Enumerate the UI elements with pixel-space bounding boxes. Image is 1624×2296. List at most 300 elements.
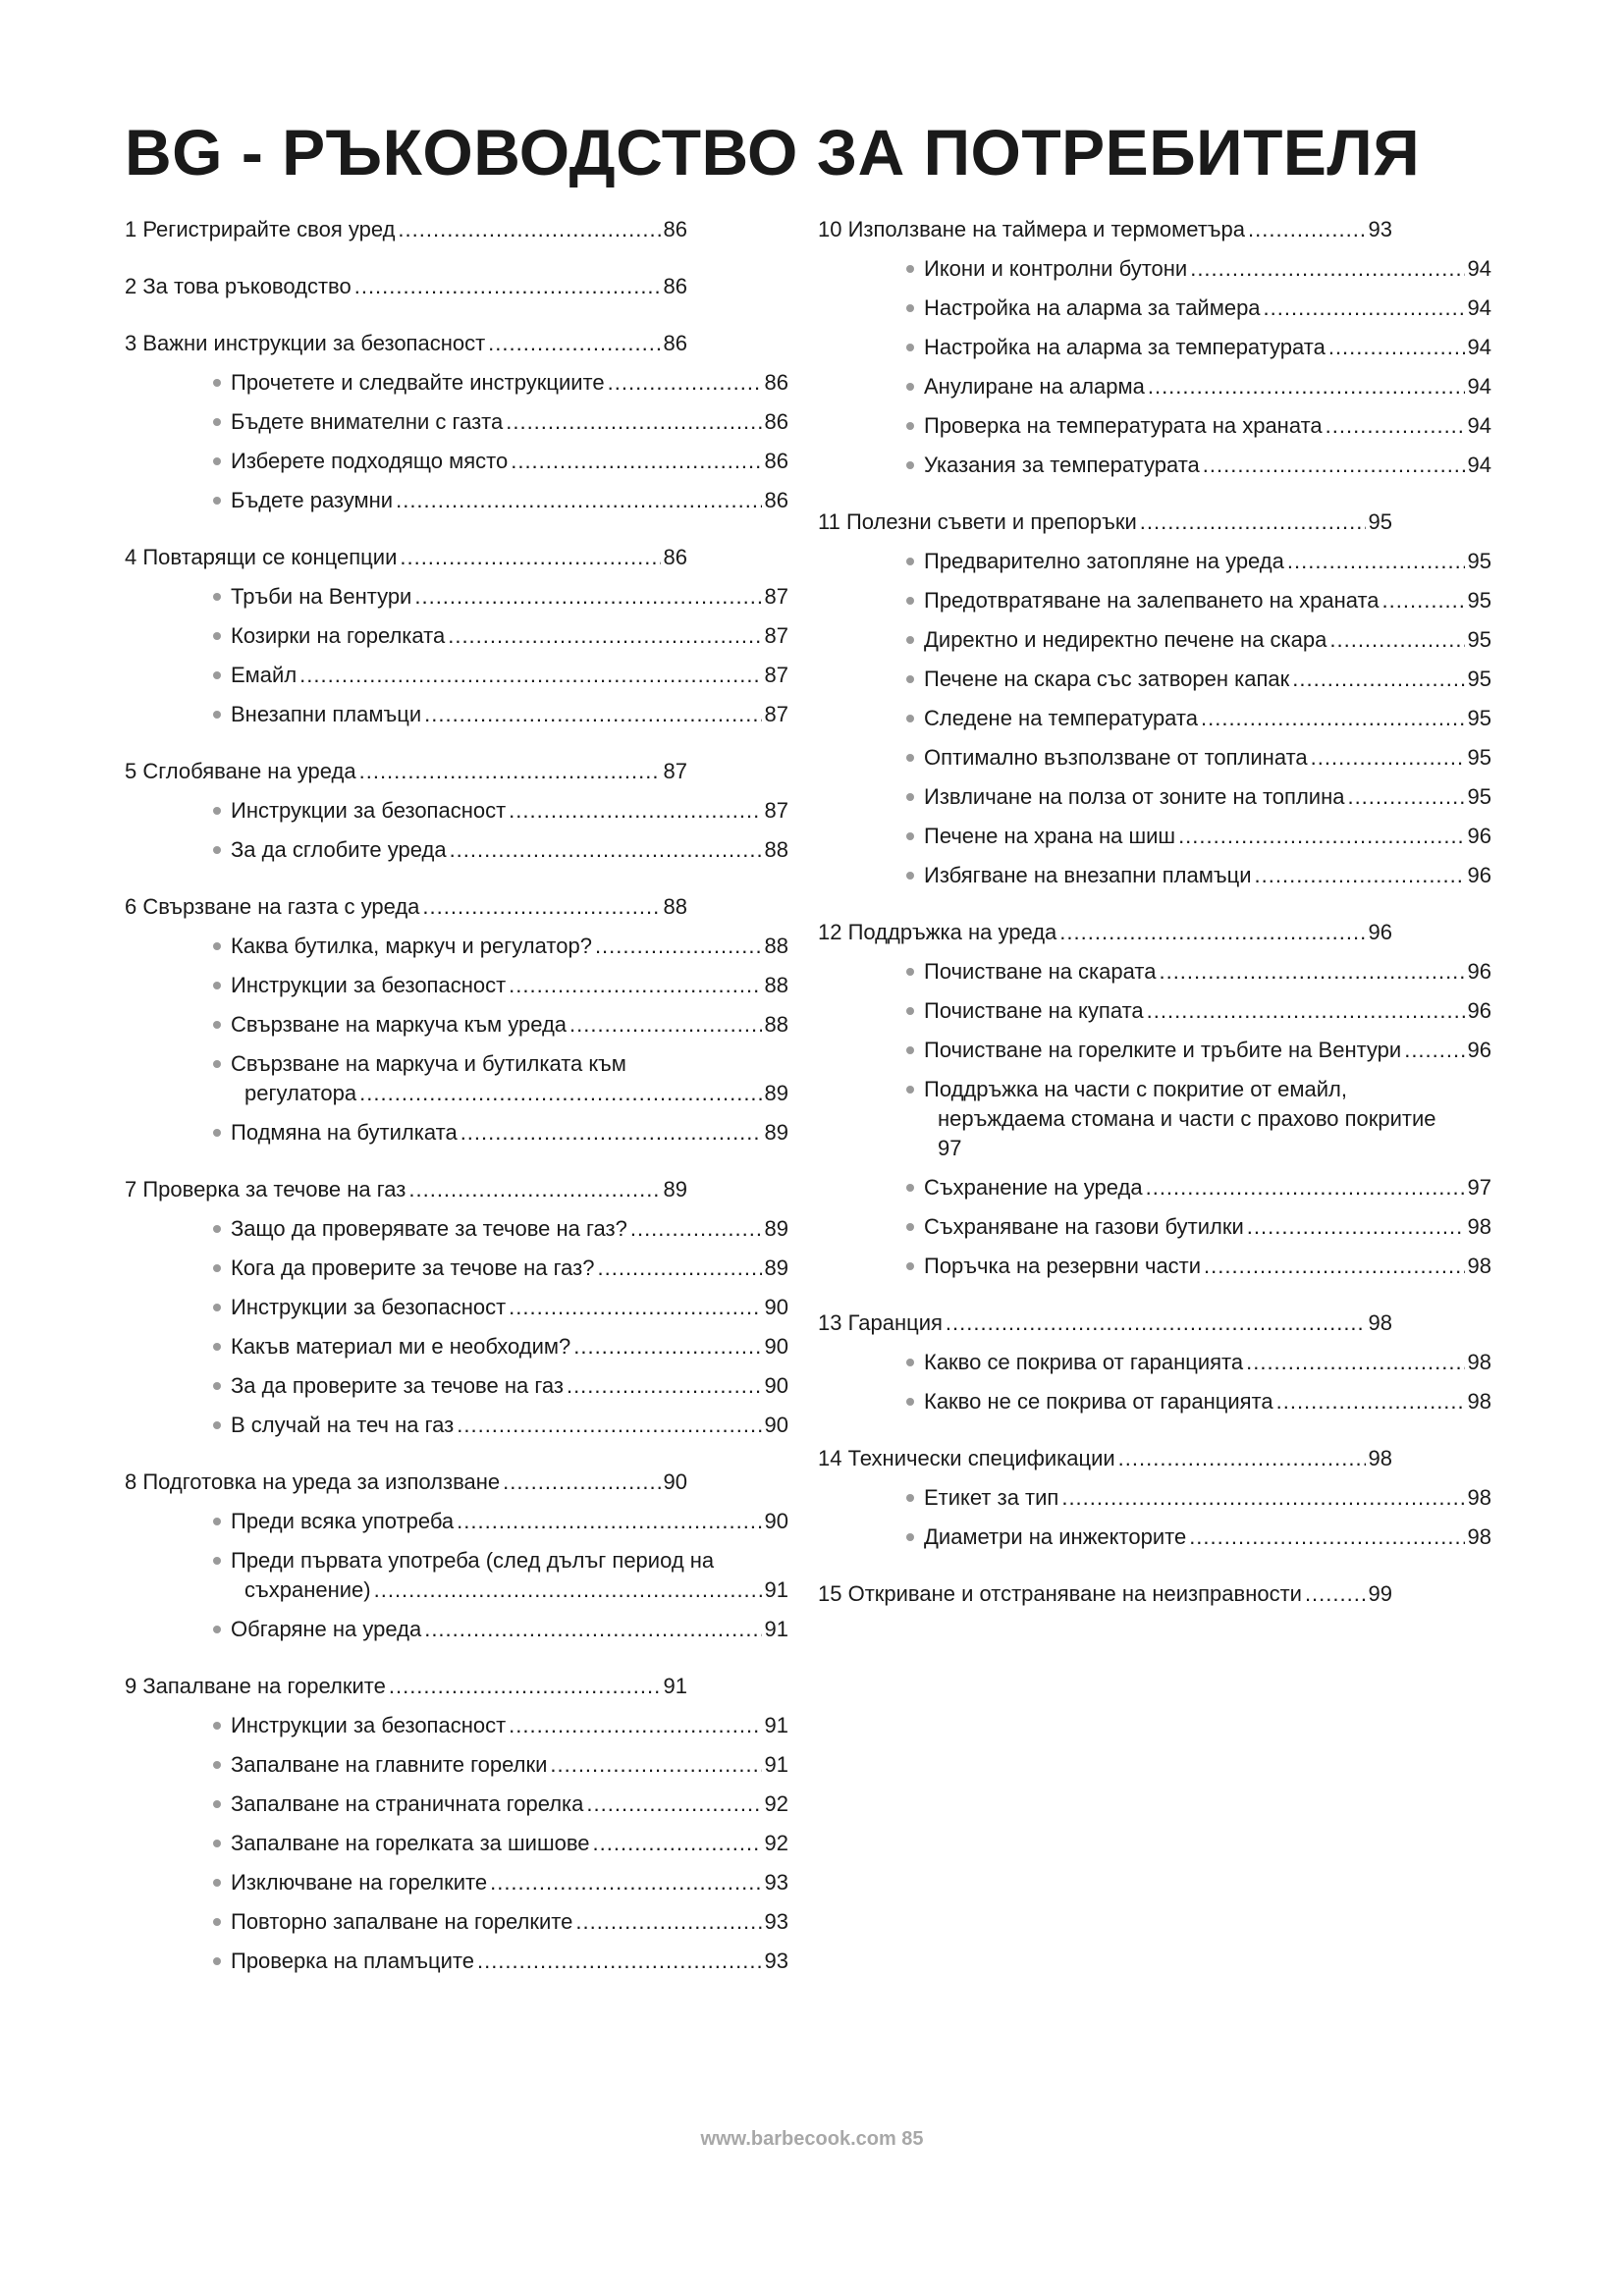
bullet-icon [213,1304,221,1311]
toc-subsection-item[interactable] [818,699,1495,738]
toc-subsection-line[interactable] [231,577,788,616]
toc-section-title[interactable] [125,538,687,577]
bullet-icon [906,558,914,565]
dot-leader [946,1304,1366,1343]
entry-first-row [924,1075,1491,1104]
toc-subsection-item[interactable] [125,616,792,656]
dot-leader [598,1249,762,1288]
page-title: BG - РЪКОВОДСТВО ЗА ПОТРЕБИТЕЛЯ [125,116,1421,188]
toc-subsection-item[interactable] [818,328,1495,367]
toc-subsection-line[interactable] [231,363,788,402]
entry-text: Предотвратяване на залепването на храната [924,588,1380,613]
toc-subsection-item[interactable] [818,1518,1495,1557]
entry-text: Запалване на страничната горелка [231,1791,584,1816]
toc-subsection-item[interactable] [818,660,1495,699]
toc-subsection-line[interactable] [231,1942,788,1981]
toc-subsection-line[interactable] [924,1031,1491,1070]
entry-text: 13 Гаранция [818,1310,943,1335]
toc-subsection-line[interactable] [231,1785,788,1824]
toc-subsection-line[interactable] [231,1610,788,1649]
toc-subsection-line[interactable] [924,1168,1491,1207]
page-number: 95 [1467,549,1491,573]
toc-subsection-item[interactable] [818,856,1495,895]
toc-subsection-line[interactable] [924,1518,1491,1557]
entry-text: Проверка на пламъците [231,1949,474,1973]
toc-subsection-list [125,927,792,1152]
toc-subsection-item[interactable] [125,1902,792,1942]
entry-text: Почистване на горелките и тръбите на Вентури [924,1038,1402,1062]
dot-leader [1159,952,1464,991]
toc-subsection-line[interactable] [231,402,788,442]
toc-subsection-item[interactable] [125,1942,792,1981]
toc-subsection-item[interactable] [125,481,792,520]
dot-leader [396,481,761,520]
bullet-icon [906,1262,914,1270]
entry-text: Оптимално възползване от топлината [924,745,1308,770]
toc-subsection-line[interactable] [231,695,788,734]
toc-subsection-item[interactable] [125,1706,792,1745]
toc-subsection-list [818,249,1495,485]
dot-leader [1276,1382,1465,1421]
dot-leader [414,577,761,616]
toc-subsection-item[interactable] [125,442,792,481]
toc-subsection-list [125,791,792,870]
bullet-icon [213,1761,221,1769]
dot-leader [586,1785,761,1824]
page-number: 86 [764,370,788,395]
dot-leader [1287,542,1465,581]
bullet-icon [906,968,914,976]
page-number: 90 [764,1295,788,1319]
entry-text: Обгаряне на уреда [231,1617,422,1641]
toc-section-title[interactable] [818,503,1392,542]
dot-leader [1328,328,1465,367]
toc-subsection-item[interactable] [818,289,1495,328]
entry-text: 5 Сглобяване на уреда [125,759,356,783]
entry-text: Внезапни пламъци [231,702,422,726]
bullet-icon [213,1225,221,1233]
toc-section [818,1575,1495,1614]
entry-text: Инструкции за безопасност [231,1295,507,1319]
toc-subsection-line[interactable] [231,1327,788,1366]
dot-leader [1061,1478,1464,1518]
page-number: 96 [1467,998,1491,1023]
page-number: 88 [764,934,788,958]
toc-subsection-line[interactable] [231,481,788,520]
bullet-icon [906,1184,914,1192]
toc-left-column [125,210,792,1999]
toc-section-title[interactable] [125,210,687,249]
page-number: 90 [663,1469,687,1494]
toc-subsection-item[interactable] [818,581,1495,620]
dot-leader [359,1079,761,1108]
toc-subsection-line[interactable] [924,777,1491,817]
toc-subsection-line[interactable] [924,620,1491,660]
toc-section-title[interactable] [818,1575,1392,1614]
toc-subsection-item[interactable] [818,1168,1495,1207]
toc-subsection-line[interactable] [231,1824,788,1863]
toc-subsection-item[interactable] [125,830,792,870]
dot-leader [374,1575,762,1605]
entry-text: Инструкции за безопасност [231,973,507,997]
toc-subsection-list [818,1343,1495,1421]
bullet-icon [213,632,221,640]
toc-section-title[interactable] [125,324,687,363]
bullet-icon [906,1223,914,1231]
page-number: 96 [1467,1038,1491,1062]
toc-subsection-line[interactable] [231,1706,788,1745]
toc-subsection-line[interactable] [924,367,1491,406]
dot-leader [354,267,661,306]
dot-leader [630,1209,762,1249]
toc-subsection-line[interactable] [924,952,1491,991]
toc-subsection-item[interactable] [818,991,1495,1031]
toc-subsection-line[interactable] [924,289,1491,328]
entry-text: Бъдете разумни [231,488,394,512]
toc-section [818,503,1495,895]
page-number: 91 [663,1674,687,1698]
toc-subsection-line[interactable] [231,1406,788,1445]
entry-text: Диаметри на инжекторите [924,1524,1187,1549]
entry-second-row [231,1079,788,1108]
page-number: 88 [764,973,788,997]
toc-subsection-line[interactable] [924,1343,1491,1382]
toc-subsection-line[interactable] [924,328,1491,367]
toc-subsection-item[interactable] [125,1785,792,1824]
toc-subsection-line[interactable] [231,1366,788,1406]
dot-leader [1305,1575,1366,1614]
page-number: 91 [764,1713,788,1737]
toc-section-title[interactable] [125,1667,687,1706]
page-number: 86 [663,545,687,569]
entry-text: 9 Запалване на горелките [125,1674,386,1698]
toc-subsection-line[interactable] [231,1005,788,1044]
toc-subsection-line[interactable] [924,817,1491,856]
toc-section-title[interactable] [818,210,1392,249]
bullet-icon [213,1879,221,1887]
toc-section-title[interactable] [818,913,1392,952]
dot-leader [1178,817,1464,856]
bullet-icon [906,715,914,722]
dot-leader [424,1610,761,1649]
bullet-icon [906,1494,914,1502]
toc-subsection-item[interactable] [125,1366,792,1406]
toc-subsection-line[interactable] [231,1249,788,1288]
page-number: 97 [938,1136,962,1160]
page-number: 86 [764,409,788,434]
entry-text: 6 Свързване на газта с уреда [125,894,420,919]
toc-subsection-item[interactable] [818,406,1495,446]
bullet-icon [213,593,221,601]
bullet-icon [906,1533,914,1541]
toc-subsection-item[interactable] [125,363,792,402]
toc-subsection-line[interactable] [231,1863,788,1902]
page-number: 87 [764,663,788,687]
toc-subsection-item[interactable] [818,1343,1495,1382]
entry-text-cont: регулатора [244,1081,357,1105]
page-number: 95 [1467,745,1491,770]
toc-subsection-item[interactable] [125,1113,792,1152]
toc-subsection-line[interactable] [924,542,1491,581]
toc-section [818,913,1495,1286]
page-number: 91 [764,1577,788,1602]
toc-subsection-line[interactable] [924,249,1491,289]
toc-subsection-item[interactable] [125,695,792,734]
page-number: 95 [1467,667,1491,691]
bullet-icon [906,675,914,683]
page-number: 89 [764,1255,788,1280]
toc-subsection-item[interactable] [818,367,1495,406]
bullet-icon [906,754,914,762]
toc-subsection-line[interactable] [924,699,1491,738]
entry-text-cont: неръждаема стомана и части с прахово покритие [938,1106,1436,1131]
toc-section [125,887,792,1152]
toc-subsection-item[interactable] [125,656,792,695]
entry-second-row [231,1575,788,1605]
dot-leader [1404,1031,1464,1070]
dot-leader [1147,991,1465,1031]
page-number: 93 [764,1949,788,1973]
page-number: 93 [764,1870,788,1895]
entry-text: 10 Използване на таймера и термометъра [818,217,1246,241]
toc-subsection-item[interactable] [818,777,1495,817]
toc-section [125,1463,792,1649]
toc-subsection-line[interactable] [231,927,788,966]
toc-section [818,210,1495,485]
page-number: 88 [663,894,687,919]
dot-leader [460,1113,762,1152]
toc-subsection-line[interactable] [231,1902,788,1942]
toc-subsection-line[interactable] [231,791,788,830]
toc-section-title[interactable] [125,887,687,927]
toc-subsection-line[interactable] [231,656,788,695]
toc-subsection-line[interactable] [924,1478,1491,1518]
entry-text: Печене на храна на шиш [924,824,1176,848]
entry-text: Поддръжка на части с покритие от емайл, [924,1077,1347,1101]
entry-text: Бъдете внимателни с газта [231,409,504,434]
toc-subsection-item[interactable] [818,817,1495,856]
toc-subsection-line[interactable] [231,442,788,481]
toc-subsection-line[interactable] [924,1207,1491,1247]
toc-subsection-item[interactable] [125,1005,792,1044]
page-number: 95 [1467,784,1491,809]
toc-subsection-item[interactable] [125,1406,792,1445]
dot-leader [569,1005,761,1044]
entry-text: 15 Откриване и отстраняване на неизправности [818,1581,1302,1606]
toc-subsection-line[interactable] [231,1113,788,1152]
entry-text: 2 За това ръководство [125,274,352,298]
toc-subsection-line[interactable] [924,1247,1491,1286]
bullet-icon [906,832,914,840]
dot-leader [550,1745,761,1785]
toc-subsection-line[interactable] [924,581,1491,620]
entry-text: Козирки на горелката [231,623,446,648]
toc-subsection-line[interactable] [231,616,788,656]
bullet-icon [906,383,914,391]
toc-subsection-item[interactable] [125,1249,792,1288]
bullet-icon [213,1264,221,1272]
toc-subsection-line[interactable] [231,1288,788,1327]
toc-section-title[interactable] [125,267,687,306]
toc-subsection-item[interactable] [818,446,1495,485]
toc-subsection-list [125,1706,792,1981]
bullet-icon [906,1398,914,1406]
page-number: 93 [1368,217,1392,241]
bullet-icon [213,1421,221,1429]
page-number: 86 [764,488,788,512]
entry-text: 8 Подготовка на уреда за използване [125,1469,501,1494]
toc-subsection-line[interactable] [231,1502,788,1541]
page-number: 98 [1467,1254,1491,1278]
toc-subsection-line[interactable] [924,991,1491,1031]
toc-subsection-item[interactable] [125,1209,792,1249]
bullet-icon [213,711,221,719]
dot-leader [1190,249,1464,289]
toc-subsection-list [818,952,1495,1286]
toc-subsection-item[interactable] [125,1541,792,1610]
page-number: 94 [1467,295,1491,320]
toc-subsection-item[interactable] [125,1327,792,1366]
toc-subsection-multiline[interactable] [231,1541,788,1610]
toc-subsection-item[interactable] [818,1207,1495,1247]
entry-text: Настройка на аларма за температурата [924,335,1326,359]
entry-text: Следене на температурата [924,706,1198,730]
toc-section-title[interactable] [125,752,687,791]
page-number: 91 [764,1752,788,1777]
toc-subsection-line[interactable] [924,1382,1491,1421]
toc-subsection-item[interactable] [818,952,1495,991]
dot-leader [424,695,761,734]
toc-subsection-item[interactable] [125,1044,792,1113]
bullet-icon [213,1557,221,1565]
toc-subsection-line[interactable] [924,446,1491,485]
bullet-icon [213,1918,221,1926]
toc-subsection-item[interactable] [125,1288,792,1327]
entry-text: В случай на теч на газ [231,1413,455,1437]
toc-section-title[interactable] [125,1170,687,1209]
dot-leader [1247,1207,1465,1247]
entry-text: Прочетете и следвайте инструкциите [231,370,605,395]
toc-subsection-item[interactable] [125,402,792,442]
page-number: 98 [1368,1446,1392,1470]
toc-subsection-item[interactable] [818,620,1495,660]
entry-text: Поръчка на резервни части [924,1254,1202,1278]
toc-subsection-line[interactable] [231,966,788,1005]
page-number: 99 [1368,1581,1392,1606]
page-number: 97 [1467,1175,1491,1200]
dot-leader [1292,660,1464,699]
toc-subsection-item[interactable] [125,927,792,966]
bullet-icon [906,461,914,469]
entry-text: 4 Повтарящи се концепции [125,545,398,569]
entry-text: Изберете подходящо място [231,449,509,473]
toc-subsection-item[interactable] [125,966,792,1005]
toc-subsection-item[interactable] [125,577,792,616]
bullet-icon [213,807,221,815]
entry-first-row [231,1546,788,1575]
dot-leader [1248,210,1365,249]
bullet-icon [213,1382,221,1390]
dot-leader [477,1942,762,1981]
page-number: 90 [764,1373,788,1398]
entry-text: За да сглобите уреда [231,837,447,862]
toc-section-title[interactable] [818,1439,1392,1478]
toc-section-title[interactable] [125,1463,687,1502]
bullet-icon [906,1359,914,1366]
toc-subsection-list [125,1209,792,1445]
toc-subsection-item[interactable] [818,1382,1495,1421]
toc-subsection-list [125,363,792,520]
toc-subsection-multiline[interactable] [231,1044,788,1113]
toc-subsection-list [125,577,792,734]
toc-subsection-item[interactable] [818,1070,1495,1168]
bullet-icon [213,497,221,505]
toc-subsection-multiline[interactable] [924,1070,1491,1168]
toc-subsection-item[interactable] [125,1863,792,1902]
entry-text: 12 Поддръжка на уреда [818,920,1057,944]
toc-subsection-line[interactable] [231,1745,788,1785]
bullet-icon [906,1046,914,1054]
dot-leader [567,1366,762,1406]
toc-subsection-line[interactable] [924,856,1491,895]
toc-subsection-item[interactable] [818,542,1495,581]
toc-subsection-item[interactable] [125,1745,792,1785]
toc-subsection-item[interactable] [818,1031,1495,1070]
toc-subsection-line[interactable] [924,660,1491,699]
bullet-icon [213,418,221,426]
page-number: 88 [764,837,788,862]
entry-text: Свързване на маркуча към уреда [231,1012,568,1037]
page-number: 94 [1467,453,1491,477]
toc-subsection-item[interactable] [818,738,1495,777]
toc-subsection-item[interactable] [125,1610,792,1649]
toc-subsection-line[interactable] [231,830,788,870]
bullet-icon [213,1343,221,1351]
entry-text: Анулиране на аларма [924,374,1145,399]
page-number: 89 [764,1081,788,1105]
dot-leader [490,1863,761,1902]
toc-section-title[interactable] [818,1304,1392,1343]
entry-text: Етикет за тип [924,1485,1059,1510]
toc-subsection-item[interactable] [125,1502,792,1541]
toc-subsection-item[interactable] [125,791,792,830]
toc-subsection-item[interactable] [818,1247,1495,1286]
toc-subsection-item[interactable] [818,1478,1495,1518]
bullet-icon [906,1086,914,1094]
entry-text: Предварително затопляне на уреда [924,549,1284,573]
page-number: 94 [1467,335,1491,359]
toc-subsection-line[interactable] [924,406,1491,446]
toc-subsection-line[interactable] [231,1209,788,1249]
entry-text: 3 Важни инструкции за безопасност [125,331,486,355]
toc-section [818,1304,1495,1421]
dot-leader [509,966,761,1005]
toc-subsection-item[interactable] [818,249,1495,289]
page-number: 95 [1368,509,1392,534]
dot-leader [450,830,762,870]
dot-leader [1189,1518,1464,1557]
bullet-icon [213,1060,221,1068]
dot-leader [1255,856,1465,895]
page-number: 94 [1467,413,1491,438]
toc-section [125,752,792,870]
page-number: 90 [764,1334,788,1359]
bullet-icon [213,982,221,989]
toc-subsection-line[interactable] [924,738,1491,777]
toc-subsection-item[interactable] [125,1824,792,1863]
dot-leader [488,324,660,363]
dot-leader [573,1327,761,1366]
